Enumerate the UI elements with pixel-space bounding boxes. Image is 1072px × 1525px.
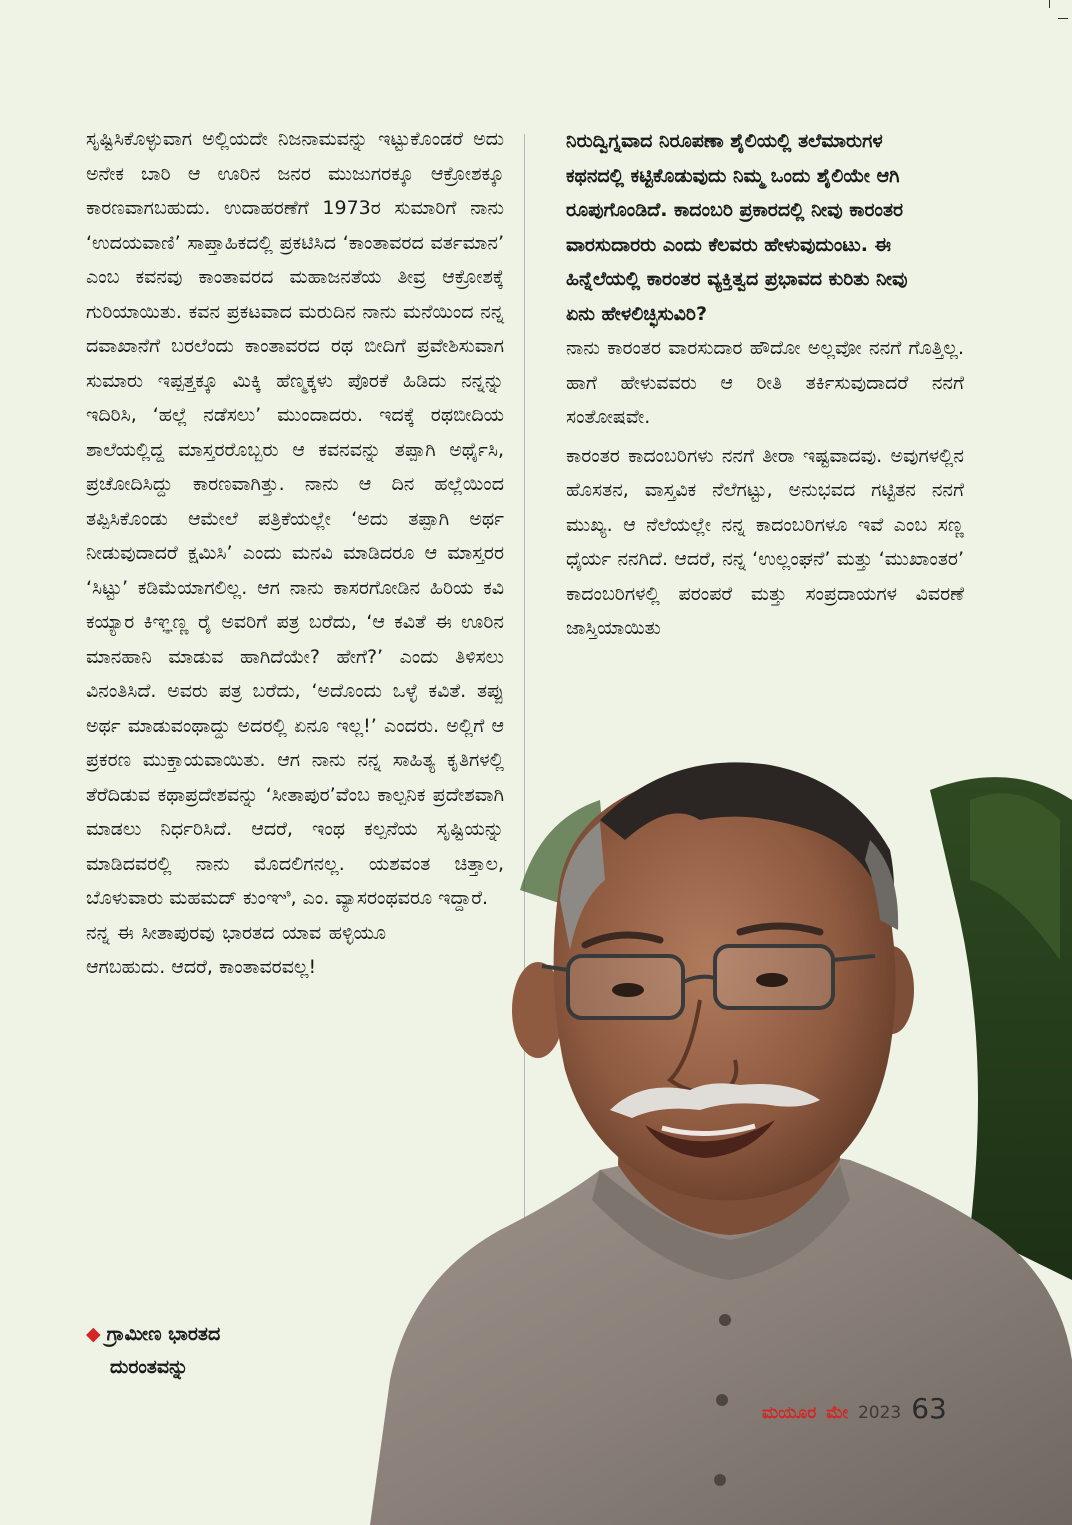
pull-quote-bullet (86, 1318, 346, 1384)
diamond-bullet-icon: ◆ (86, 1323, 101, 1345)
author-portrait (370, 760, 1072, 1525)
issue-month: ಮೇ (826, 1403, 848, 1423)
issue-year: 2023 (857, 1403, 902, 1423)
interview-question: ನಿರುದ್ವಿಗ್ನವಾದ ನಿರೂಪಣಾ ಶೈಲಿಯಲ್ಲಿ ತಲೆಮಾರುಗಳ ಕಥನದಲ್ಲಿ ಕಟ್ಟಿಕೊಡುವುದು ನಿಮ್ಮ ಒಂದು ಶೈಲಿಯೇ ಆಗಿ ರೂಪುಗೊಂಡಿದೆ. ಕಾದಂಬರಿ ಪ್ರಕಾರದಲ್ಲಿ ನೀವು ಕಾರಂತರ ವಾರಸುದಾರರು ಎಂದು ಕೆಲವರು ಹೇಳುವುದುಂಟು. ಈ ಹಿನ್ನೆಲೆಯಲ್ಲಿ ಕಾರಂತರ ವ್ಯಕ್ತಿತ್ವದ ಪ್ರಭಾವದ ಕುರಿತು ನೀವು ಏನು ಹೇಳಲಿಚ್ಛಿಸುವಿರಿ? (566, 130, 908, 325)
magazine-brand: ಮಯೂರ (762, 1403, 817, 1423)
crop-mark (1049, 0, 1050, 8)
interview-answer: ಕಾರಂತರ ಕಾದಂಬರಿಗಳು ನನಗೆ ತೀರಾ ಇಷ್ಟವಾದವು. ಅವುಗಳಲ್ಲಿನ ಹೊಸತನ, ವಾಸ್ತವಿಕ ನೆಲೆಗಟ್ಟು, ಅನುಭವದ ಗಟ್ಟಿತನ ನನಗೆ ಮುಖ್ಯ. ಆ ನೆಲೆಯಲ್ಲೇ ನನ್ನ ಕಾದಂಬರಿಗಳೂ ಇವೆ ಎಂಬ ಸಣ್ಣ ಧೈರ್ಯ ನನಗಿದೆ. ಆದರೆ, ನನ್ನ ‘ಉಲ್ಲಂಘನೆ’ ಮತ್ತು ‘ಮುಖಾಂತರ’ ಕಾದಂಬರಿಗಳಲ್ಲಿ ಪರಂಪರೆ ಮತ್ತು ಸಂಪ್ರದಾಯಗಳ ವಿವರಣೆ ಜಾಸ್ತಿಯಾಯಿತು (566, 444, 964, 639)
left-paragraph-end: ನನ್ನ ಈ ಸೀತಾಪುರವು ಭಾರತದ ಯಾವ ಹಳ್ಳಿಯೂ ಆಗಬಹುದು. ಆದರೆ, ಕಾಂತಾವರವಲ್ಲ! (86, 921, 386, 978)
pull-quote-line: ದುರಂತವನ್ನು (110, 1356, 189, 1378)
right-column (566, 124, 964, 646)
crop-mark (1058, 18, 1068, 19)
page-number: 63 (911, 1392, 947, 1425)
pull-quote-line: ಗ್ರಾಮೀಣ ಭಾರತದ (106, 1323, 221, 1345)
interview-answer: ನಾನು ಕಾರಂತರ ವಾರಸುದಾರ ಹೌದೋ ಅಲ್ಲವೋ ನನಗೆ ಗೊತ್ತಿಲ್ಲ. ಹಾಗೆ ಹೇಳುವವರು ಆ ರೀತಿ ತರ್ಕಿಸುವುದಾದರೆ ನನಗೆ ಸಂತೋಷವೇ. (566, 337, 964, 428)
left-paragraph: ಸೃಷ್ಟಿಸಿಕೊಳ್ಳುವಾಗ ಅಲ್ಲಿಯದೇ ನಿಜನಾಮವನ್ನು ಇಟ್ಟುಕೊಂಡರೆ ಅದು ಅನೇಕ ಬಾರಿ ಆ ಊರಿನ ಜನರ ಮುಜುಗರಕ್ಕೂ ಆಕ್ರೋಶಕ್ಕೂ ಕಾರಣವಾಗಬಹುದು. ಉದಾಹರಣೆಗೆ 1973ರ ಸುಮಾರಿಗೆ ನಾನು ‘ಉದಯವಾಣಿ’ ಸಾಪ್ತಾಹಿಕದಲ್ಲಿ ಪ್ರಕಟಿಸಿದ ‘ಕಾಂತಾವರದ ವರ್ತಮಾನ’ ಎಂಬ ಕವನವು ಕಾಂತಾವರದ ಮಹಾಜನತೆಯ ತೀವ್ರ ಆಕ್ರೋಶಕ್ಕೆ ಗುರಿಯಾಯಿತು. ಕವನ ಪ್ರಕಟವಾದ ಮರುದಿನ ನಾನು ಮನೆಯಿಂದ ನನ್ನ ದವಾಖಾನೆಗೆ ಬರಲೆಂದು ಕಾಂತಾವರದ ರಥ ಬೀದಿಗೆ ಪ್ರವೇಶಿಸುವಾಗ ಸುಮಾರು ಇಪ್ಪತ್ತಕ್ಕೂ ಮಿಕ್ಕಿ ಹೆಣ್ಮಕ್ಕಳು ಪೊರಕೆ ಹಿಡಿದು ನನ್ನನ್ನು ಇದಿರಿಸಿ, ‘ಹಲ್ಲೆ ನಡೆಸಲು’ ಮುಂದಾದರು. ಇದಕ್ಕೆ ರಥಬೀದಿಯ ಶಾಲೆಯಲ್ಲಿದ್ದ ಮಾಸ್ತರರೊಬ್ಬರು ಆ ಕವನವನ್ನು ತಪ್ಪಾಗಿ ಅರ್ಥೈಸಿ, ಪ್ರಚೋದಿಸಿದ್ದು ಕಾರಣವಾಗಿತ್ತು. ನಾನು ಆ ದಿನ ಹಲ್ಲೆಯಿಂದ ತಪ್ಪಿಸಿಕೊಂಡು ಆಮೇಲೆ ಪತ್ರಿಕೆಯಲ್ಲೇ ‘ಅದು ತಪ್ಪಾಗಿ ಅರ್ಥ ನೀಡುವುದಾದರೆ ಕ್ಷಮಿಸಿ’ ಎಂದು ಮನವಿ ಮಾಡಿದರೂ ಆ ಮಾಸ್ತರರ ‘ಸಿಟ್ಟು’ ಕಡಿಮೆಯಾಗಲಿಲ್ಲ. ಆಗ ನಾನು ಕಾಸರಗೋಡಿನ ಹಿರಿಯ ಕವಿ ಕಯ್ಯಾರ ಕಿಞ್ಞಣ್ಣ ರೈ ಅವರಿಗೆ ಪತ್ರ ಬರೆದು, ‘ಆ ಕವಿತೆ ಈ ಊರಿನ ಮಾನಹಾನಿ ಮಾಡುವ ಹಾಗಿದೆಯೇ? ಹೇಗೆ?’ ಎಂದು ತಿಳಿಸಲು ವಿನಂತಿಸಿದೆ. ಅವರು ಪತ್ರ ಬರೆದು, ‘ಅದೊಂದು ಒಳ್ಳೆ ಕವಿತೆ. ತಪ್ಪು ಅರ್ಥ ಮಾಡುವಂಥಾದ್ದು ಅದರಲ್ಲಿ ಏನೂ ಇಲ್ಲ!’ ಎಂದರು. ಅಲ್ಲಿಗೆ ಆ ಪ್ರಕರಣ ಮುಕ್ತಾಯವಾಯಿತು. ಆಗ ನಾನು ನನ್ನ ಸಾಹಿತ್ಯ ಕೃತಿಗಳಲ್ಲಿ ತೆರೆದಿಡುವ ಕಥಾಪ್ರದೇಶವನ್ನು ‘ಸೀತಾಪುರ’ವೆಂಬ ಕಾಲ್ಪನಿಕ ಪ್ರದೇಶವಾಗಿ ಮಾಡಲು ನಿರ್ಧರಿಸಿದೆ. ಆದರೆ, ಇಂಥ ಕಲ್ಪನೆಯ ಸೃಷ್ಟಿಯನ್ನು ಮಾಡಿದವರಲ್ಲಿ ನಾನು ಮೊದಲಿಗನಲ್ಲ. ಯಶವಂತ ಚಿತ್ತಾಲ, ಬೊಳುವಾರು ಮಹಮದ್ ಕುಂಞಿ, ಎಂ. ವ್ಯಾಸರಂಥವರೂ ಇದ್ದಾರೆ. (86, 128, 504, 909)
page-footer (762, 1392, 947, 1432)
